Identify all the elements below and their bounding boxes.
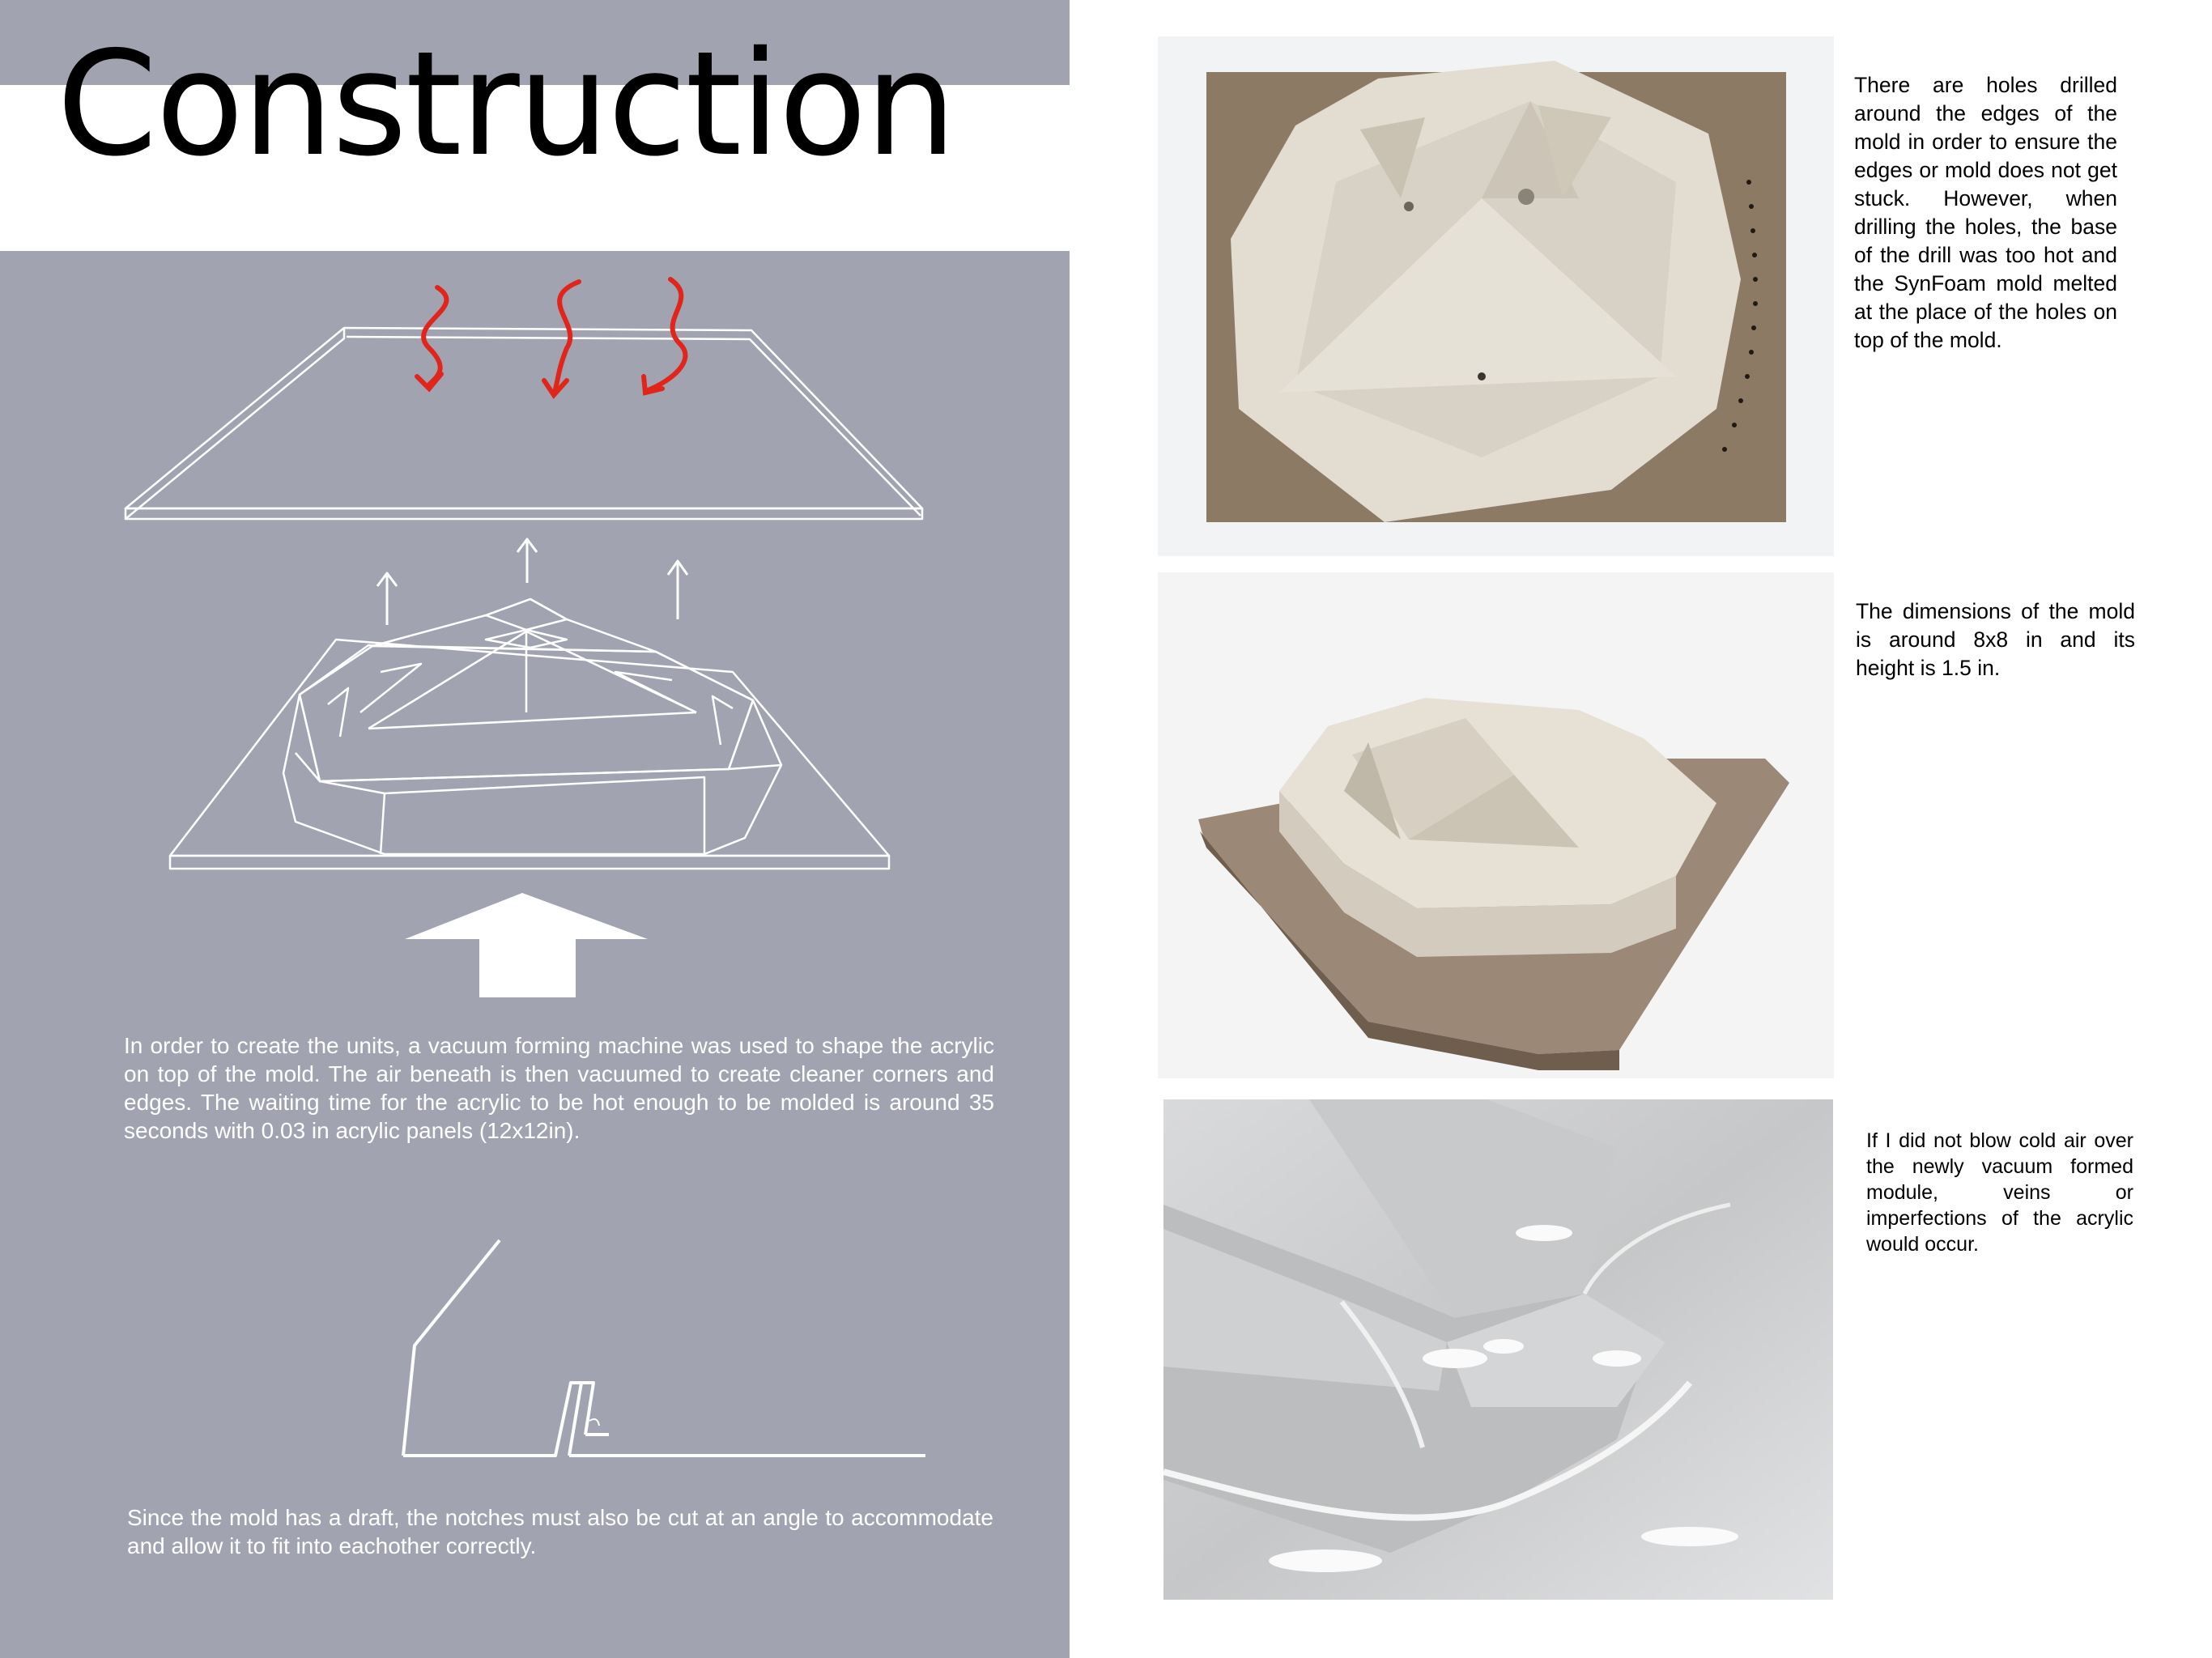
mold-on-board-drawing: [170, 599, 889, 869]
vacuum-forming-description: In order to create the units, a vacuum forming machine was used to shape the acrylic on top of the mold. The air beneath is then vacuumed to create cleaner corners and edges. The waiting time for the acrylic to be hot enough to be molded is around 35 seconds with 0.03 in acrylic panels (12x12in).: [124, 1033, 994, 1143]
mold-top-view-photo: [1158, 36, 1834, 556]
draft-notch-description: Since the mold has a draft, the notches must also be cut at an angle to accommodate and allow it to fit into eachother correctly.: [127, 1505, 993, 1558]
vacuum-arrow-shape: [405, 893, 648, 997]
mold-perspective-photo: [1158, 572, 1834, 1078]
acrylic-closeup-photo: [1163, 1099, 1833, 1600]
note-drilled-holes: There are holes drilled around the edges of the mold in order to ensure the edges or mold does not get stuck. However, when drilling the holes, the base of the drill was too hot and the SynFoam mold melted at the place of the holes on top of the mold.: [1854, 73, 2117, 352]
note-cold-air: If I did not blow cold air over the newly vacuum formed module, veins or imperfections of the acrylic would occur.: [1866, 1129, 2133, 1256]
note-dimensions: The dimensions of the mold is around 8x8 in and its height is 1.5 in.: [1856, 599, 2135, 680]
notch-angle-drawing: [403, 1240, 925, 1456]
air-up-arrows: [377, 539, 687, 625]
acrylic-sheet-drawing: [125, 328, 922, 519]
page-title: Construction: [57, 20, 955, 188]
vacuum-forming-sketch: [0, 0, 1070, 1658]
